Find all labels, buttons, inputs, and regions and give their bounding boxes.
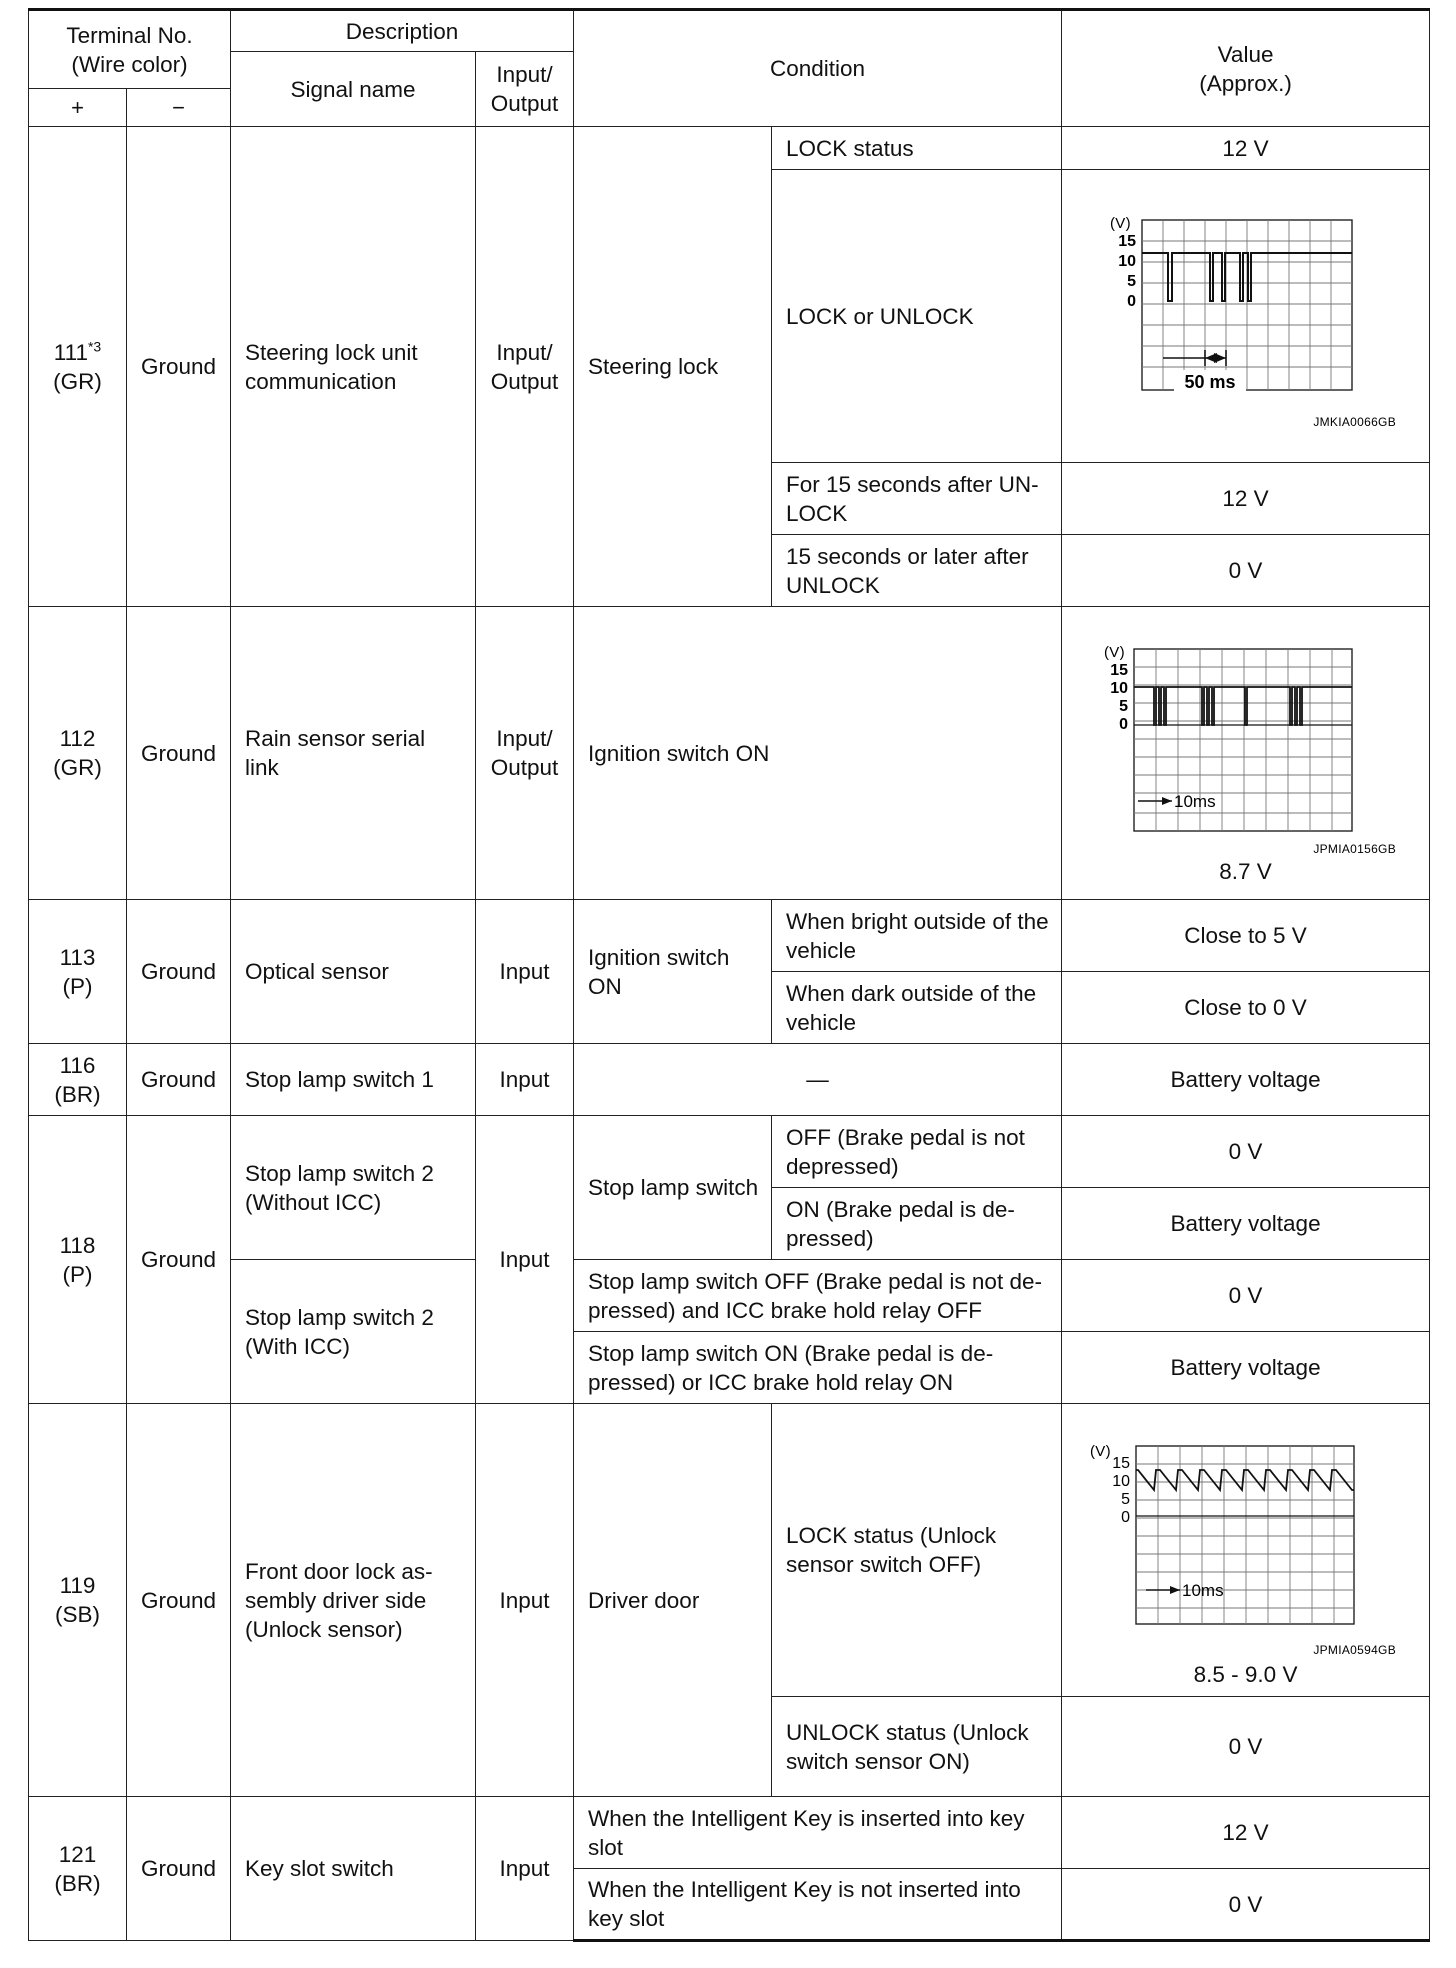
terminal-number: 119 (59, 1573, 96, 1598)
header-value (1062, 10, 1430, 127)
y-tick: 5 (1127, 273, 1137, 290)
value-cell: 0 V (1062, 535, 1430, 607)
terminal-111 (29, 127, 127, 607)
terminal-number: 112 (59, 726, 96, 751)
value-cell: Battery voltage (1062, 1188, 1430, 1260)
header-wire-color: (Wire color) (71, 51, 188, 77)
y-tick: 10 (1112, 1473, 1131, 1490)
value-cell: 0 V (1062, 1697, 1430, 1797)
terminal-spec-table (28, 8, 1430, 1942)
value-cell: 8.7 V (1219, 859, 1272, 884)
sub-condition: UNLOCK status (Unlock switch sensor ON) (772, 1697, 1062, 1797)
figure-code: JMKIA0066GB (1313, 415, 1397, 429)
signal-111: Steering lock unit communication (231, 127, 476, 607)
time-scale-label: 10ms (1174, 792, 1216, 811)
sub-condition: ON (Brake pedal is de-pressed) (772, 1188, 1062, 1260)
wire-color: (P) (62, 1261, 93, 1287)
figure-code: JPMIA0594GB (1313, 1643, 1397, 1657)
header-plus: + (29, 89, 127, 127)
y-tick: 0 (1119, 716, 1129, 733)
value-cell: 8.5 - 9.0 V (1193, 1662, 1298, 1687)
header-condition: Condition (574, 10, 1062, 127)
waveform-chart-111 (1062, 170, 1430, 460)
y-tick: 10 (1118, 253, 1137, 270)
waveform-chart-119 (1062, 1404, 1430, 1660)
terminal-116 (29, 1044, 127, 1116)
sub-condition: When dark outside of the vehicle (772, 972, 1062, 1044)
header-approx: (Approx.) (1199, 70, 1292, 96)
io-121: Input (476, 1797, 574, 1941)
ground-113: Ground (127, 900, 231, 1044)
ground-112: Ground (127, 607, 231, 900)
signal-113: Optical sensor (231, 900, 476, 1044)
header-value-label: Value (1217, 41, 1274, 67)
terminal-number: 111 (53, 339, 88, 365)
header-signal-name: Signal name (231, 52, 476, 127)
y-tick: 15 (1112, 1455, 1131, 1472)
terminal-spec-page (28, 8, 1429, 1942)
condition-113: Ignition switch ON (574, 900, 772, 1044)
terminal-118 (29, 1116, 127, 1404)
signal-116: Stop lamp switch 1 (231, 1044, 476, 1116)
value-cell: Battery voltage (1062, 1332, 1430, 1404)
terminal-number: 113 (59, 944, 96, 970)
io-113: Input (476, 900, 574, 1044)
waveform-cell-119 (1062, 1404, 1430, 1697)
terminal-number: 118 (59, 1232, 96, 1258)
value-cell: 12 V (1062, 463, 1430, 535)
ground-121: Ground (127, 1797, 231, 1941)
value-cell: 12 V (1062, 1797, 1430, 1869)
io-118: Input (476, 1116, 574, 1404)
waveform-cell-112 (1062, 607, 1430, 900)
y-tick: 15 (1118, 233, 1137, 250)
wire-color: (P) (62, 973, 93, 999)
terminal-112 (29, 607, 127, 900)
condition-116: — (574, 1044, 1062, 1116)
header-description: Description (231, 10, 574, 52)
ground-111: Ground (127, 127, 231, 607)
footnote-mark: *3 (87, 338, 102, 354)
y-tick: 5 (1121, 1491, 1131, 1508)
header-terminal-label: Terminal No. (66, 22, 193, 48)
condition-119: Driver door (574, 1404, 772, 1797)
time-scale-label: 10ms (1182, 1581, 1224, 1600)
y-tick: 15 (1110, 662, 1129, 679)
header-input-output: Input/ Output (476, 52, 574, 127)
condition-112: Ignition switch ON (574, 607, 1062, 900)
value-cell: 0 V (1062, 1260, 1430, 1332)
sub-condition: LOCK status (772, 127, 1062, 170)
terminal-119 (29, 1404, 127, 1797)
signal-121: Key slot switch (231, 1797, 476, 1941)
value-cell: 12 V (1062, 127, 1430, 170)
value-cell: Close to 5 V (1062, 900, 1430, 972)
sub-condition: When the Intelligent Key is not inserted into key slot (574, 1869, 1062, 1941)
wire-color: (GR) (53, 755, 102, 780)
sub-condition: 15 seconds or later after UNLOCK (772, 535, 1062, 607)
terminal-number: 121 (58, 1841, 97, 1867)
terminal-number: 116 (59, 1052, 96, 1078)
condition-118: Stop lamp switch (574, 1116, 772, 1260)
io-112: Input/ Output (476, 607, 574, 900)
value-cell: Close to 0 V (1062, 972, 1430, 1044)
y-tick: 5 (1119, 698, 1129, 715)
ground-119: Ground (127, 1404, 231, 1797)
terminal-121 (29, 1797, 127, 1941)
y-axis-unit: (V) (1090, 1443, 1111, 1460)
waveform-cell-111 (1062, 170, 1430, 463)
signal-118-with-icc: Stop lamp switch 2 (With ICC) (231, 1260, 476, 1404)
header-terminal-no (29, 10, 231, 89)
io-111: Input/ Output (476, 127, 574, 607)
sub-condition: When bright outside of the vehicle (772, 900, 1062, 972)
wire-color: (BR) (54, 1081, 101, 1107)
y-axis-unit: (V) (1110, 215, 1131, 232)
signal-112: Rain sensor serial link (231, 607, 476, 900)
sub-condition: Stop lamp switch ON (Brake pedal is de-pressed) or ICC brake hold relay ON (574, 1332, 1062, 1404)
header-minus: − (127, 89, 231, 127)
value-cell: 0 V (1062, 1869, 1430, 1941)
waveform-chart-112 (1062, 607, 1430, 857)
value-cell: Battery voltage (1062, 1044, 1430, 1116)
y-tick: 0 (1127, 293, 1137, 310)
y-axis-unit: (V) (1104, 644, 1125, 661)
terminal-113 (29, 900, 127, 1044)
y-tick: 0 (1121, 1509, 1131, 1526)
sub-condition: When the Intelligent Key is inserted into key slot (574, 1797, 1062, 1869)
io-116: Input (476, 1044, 574, 1116)
signal-119: Front door lock as-sembly driver side (Unlock sensor) (231, 1404, 476, 1797)
sub-condition: For 15 seconds after UN-LOCK (772, 463, 1062, 535)
sub-condition: LOCK status (Unlock sensor switch OFF) (772, 1404, 1062, 1697)
figure-code: JPMIA0156GB (1313, 842, 1397, 856)
io-119: Input (476, 1404, 574, 1797)
ground-118: Ground (127, 1116, 231, 1404)
signal-118-without-icc: Stop lamp switch 2 (Without ICC) (231, 1116, 476, 1260)
wire-color: (SB) (55, 1602, 100, 1627)
condition-111: Steering lock (574, 127, 772, 607)
value-cell: 0 V (1062, 1116, 1430, 1188)
sub-condition: OFF (Brake pedal is not depressed) (772, 1116, 1062, 1188)
sub-condition: LOCK or UNLOCK (772, 170, 1062, 463)
wire-color: (BR) (54, 1870, 101, 1896)
time-scale-label: 50 ms (1184, 372, 1236, 392)
ground-116: Ground (127, 1044, 231, 1116)
y-tick: 10 (1110, 680, 1129, 697)
sub-condition: Stop lamp switch OFF (Brake pedal is not de-pressed) and ICC brake hold relay OFF (574, 1260, 1062, 1332)
wire-color: (GR) (53, 368, 102, 394)
